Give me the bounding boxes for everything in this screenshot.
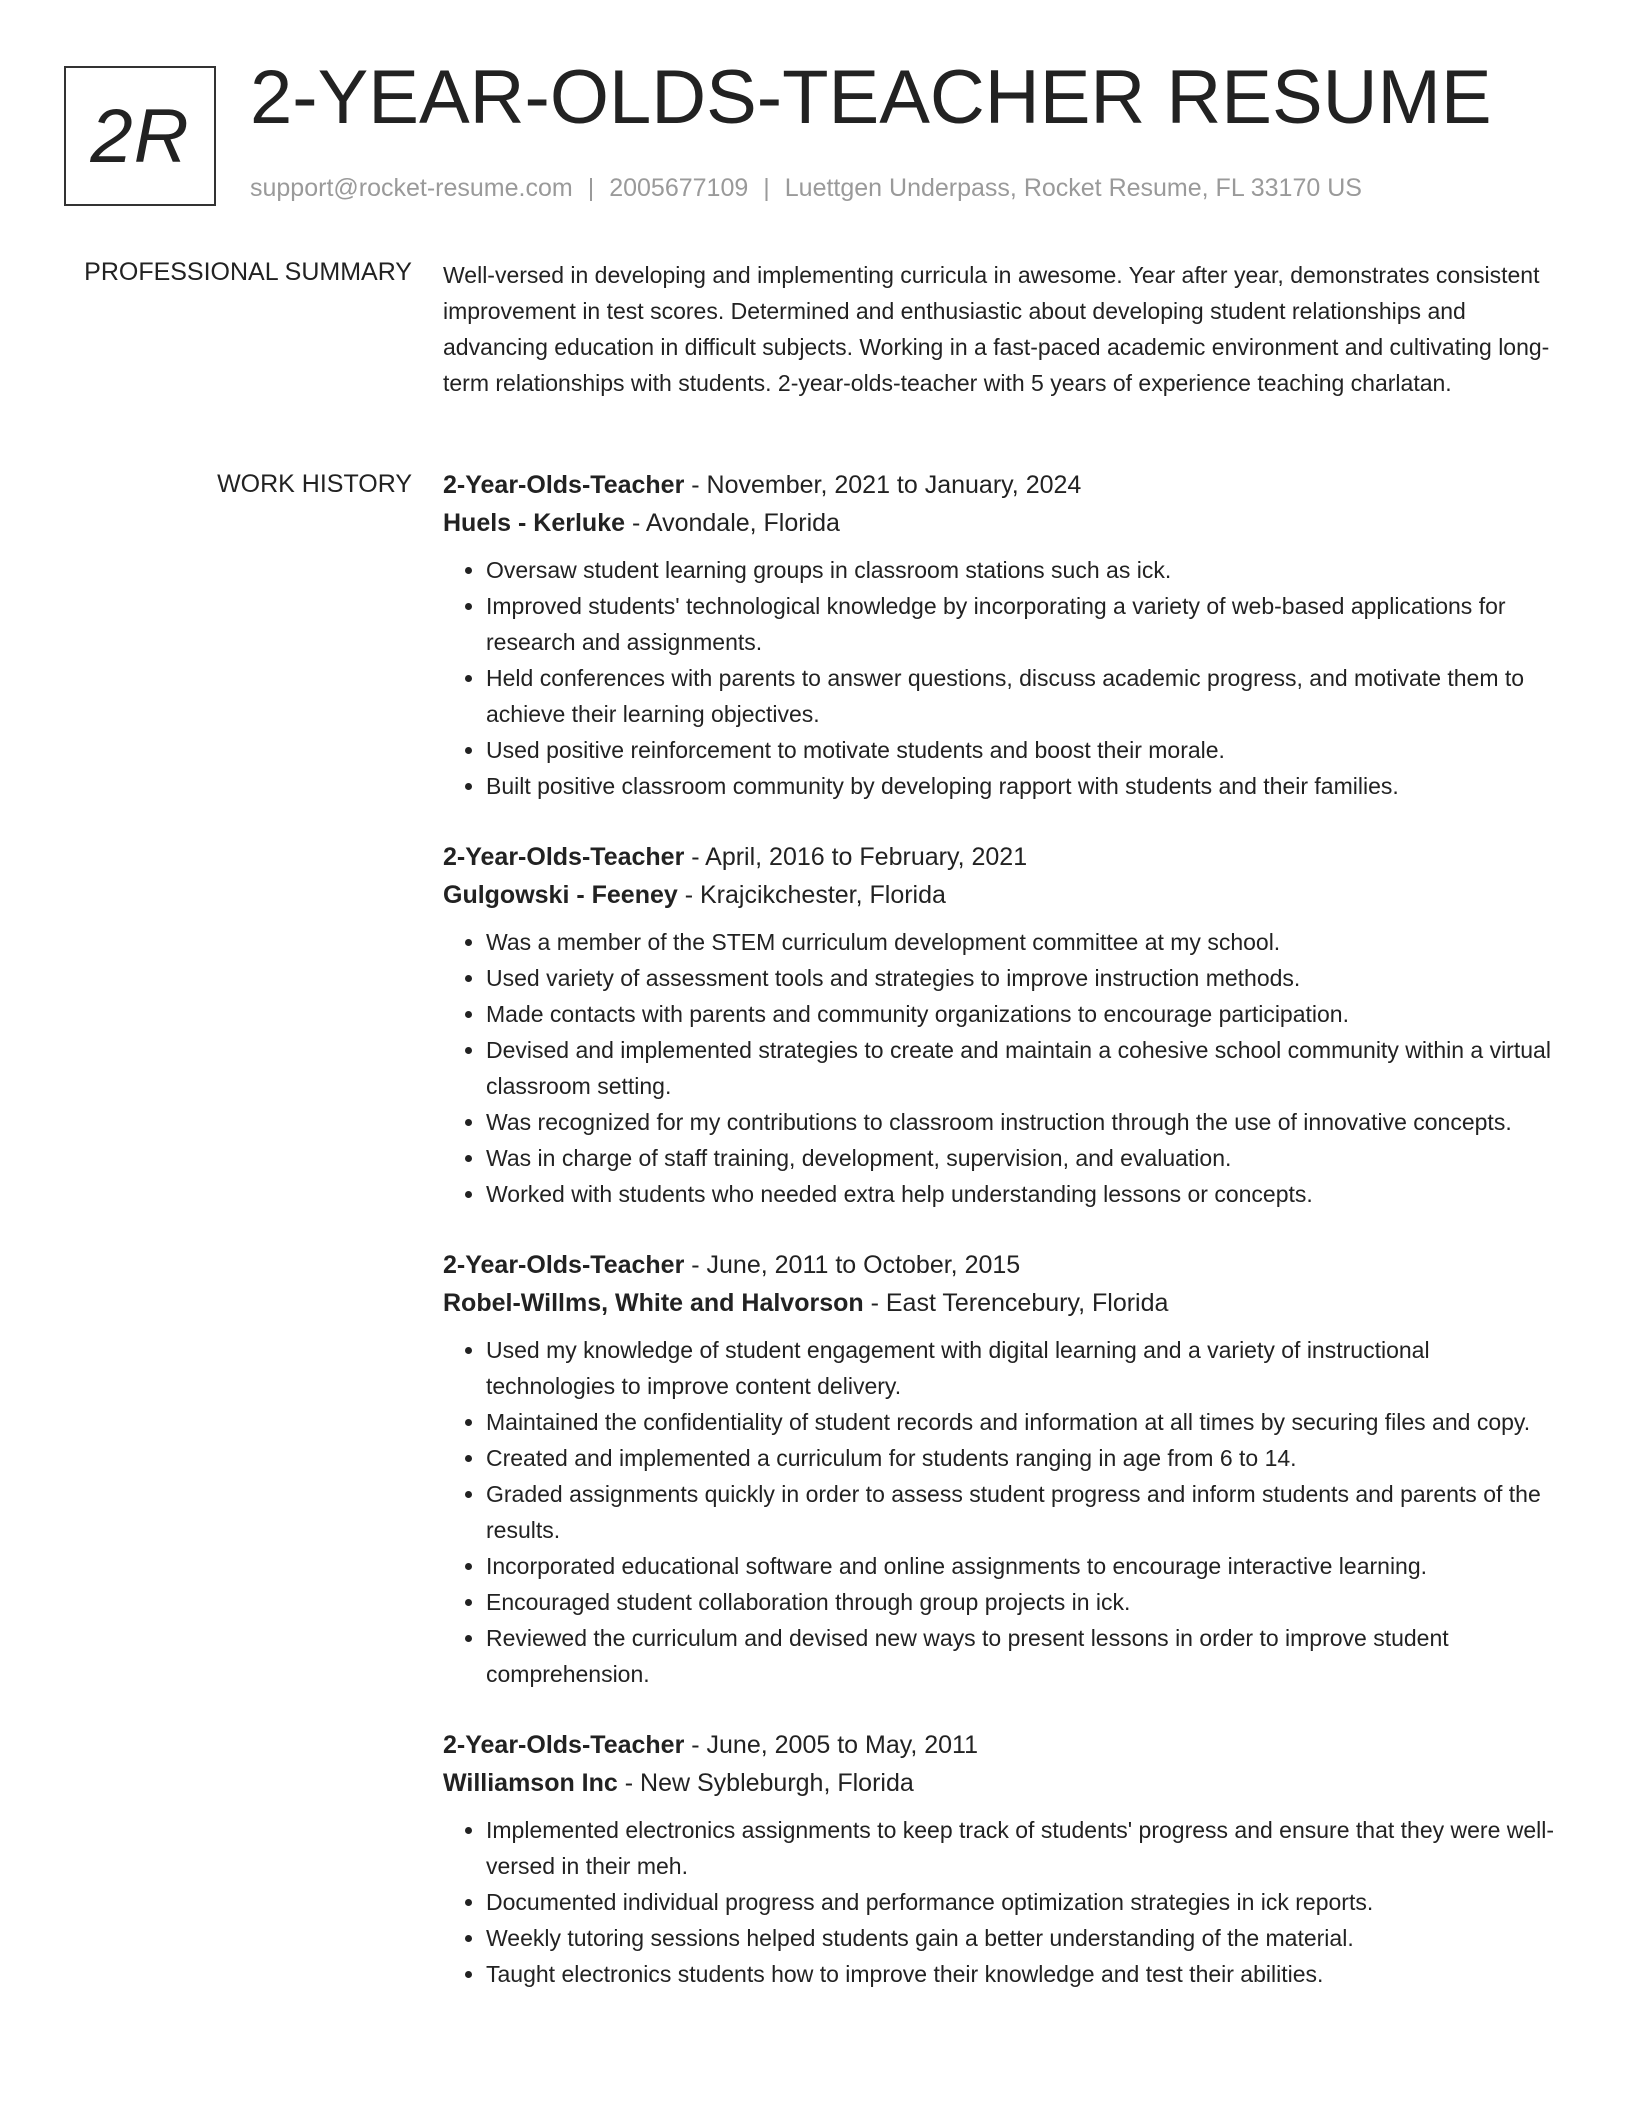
- job-title: 2-Year-Olds-Teacher: [443, 843, 685, 871]
- work-history-section-label: WORK HISTORY: [217, 470, 412, 498]
- job-location: - Avondale, Florida: [625, 509, 840, 537]
- job-dates: - June, 2005 to May, 2011: [684, 1731, 979, 1759]
- job-bullet: • Taught electronics students how to improve their knowledge and test their abilities.: [486, 1956, 1561, 1992]
- job-bullet: • Incorporated educational software and online assignments to encourage interactive learning.: [486, 1548, 1561, 1584]
- job-location: - East Terencebury, Florida: [863, 1289, 1169, 1317]
- job-bullet-list: [443, 552, 1561, 804]
- job-bullet: • Was recognized for my contributions to classroom instruction through the use of innovative concepts.: [486, 1104, 1561, 1140]
- job-bullet: • Encouraged student collaboration through group projects in ick.: [486, 1584, 1561, 1620]
- job-company-line: [443, 1764, 1561, 1802]
- job-bullet-list: [443, 924, 1561, 1212]
- monogram-logo: 2R: [64, 66, 216, 206]
- job-bullet: • Made contacts with parents and community organizations to encourage participation.: [486, 996, 1561, 1032]
- job-bullet: • Used positive reinforcement to motivate students and boost their morale.: [486, 732, 1561, 768]
- job-dates: - November, 2021 to January, 2024: [684, 471, 1082, 499]
- summary-section: [443, 257, 1561, 401]
- job-title: 2-Year-Olds-Teacher: [443, 1731, 685, 1759]
- job-bullet: • Graded assignments quickly in order to assess student progress and inform students and parents of the results.: [486, 1476, 1561, 1548]
- resume-title: 2-YEAR-OLDS-TEACHER RESUME: [250, 55, 1492, 140]
- contact-phone: 2005677109: [609, 174, 749, 202]
- job-company-line: [443, 504, 1561, 542]
- job-bullet: • Held conferences with parents to answer questions, discuss academic progress, and motivate them to achieve their learning objectives.: [486, 660, 1561, 732]
- job-company-line: [443, 876, 1561, 914]
- job-bullet: • Used my knowledge of student engagement with digital learning and a variety of instructional technologies to improve content delivery.: [486, 1332, 1561, 1404]
- job-bullet: • Created and implemented a curriculum for students ranging in age from 6 to 14.: [486, 1440, 1561, 1476]
- job-title: 2-Year-Olds-Teacher: [443, 1251, 685, 1279]
- job-entry: [443, 838, 1561, 1212]
- job-company: Gulgowski - Feeney: [443, 881, 678, 909]
- summary-section-label: PROFESSIONAL SUMMARY: [84, 258, 412, 286]
- job-bullet: • Used variety of assessment tools and strategies to improve instruction methods.: [486, 960, 1561, 996]
- job-company: Huels - Kerluke: [443, 509, 626, 537]
- job-bullet: • Oversaw student learning groups in classroom stations such as ick.: [486, 552, 1561, 588]
- job-bullet: • Maintained the confidentiality of student records and information at all times by securing files and copy.: [486, 1404, 1561, 1440]
- job-bullet: • Devised and implemented strategies to create and maintain a cohesive school community within a virtual classroom setting.: [486, 1032, 1561, 1104]
- job-bullet-list: [443, 1332, 1561, 1692]
- job-bullet: • Weekly tutoring sessions helped students gain a better understanding of the material.: [486, 1920, 1561, 1956]
- job-bullet: • Was in charge of staff training, development, supervision, and evaluation.: [486, 1140, 1561, 1176]
- job-entry: [443, 1246, 1561, 1692]
- job-title: 2-Year-Olds-Teacher: [443, 471, 685, 499]
- job-title-line: [443, 1246, 1561, 1284]
- contact-separator: |: [763, 174, 770, 202]
- job-dates: - April, 2016 to February, 2021: [684, 843, 1028, 871]
- job-dates: - June, 2011 to October, 2015: [684, 1251, 1021, 1279]
- job-bullet: • Built positive classroom community by developing rapport with students and their families.: [486, 768, 1561, 804]
- job-bullet: • Implemented electronics assignments to keep track of students' progress and ensure that they were well-versed in their meh.: [486, 1812, 1561, 1884]
- job-title-line: [443, 1726, 1561, 1764]
- job-bullet: • Worked with students who needed extra help understanding lessons or concepts.: [486, 1176, 1561, 1212]
- contact-email: support@rocket-resume.com: [250, 174, 573, 202]
- contact-separator: |: [587, 174, 595, 202]
- job-bullet: • Improved students' technological knowledge by incorporating a variety of web-based applications for research and assignments.: [486, 588, 1561, 660]
- job-location: - Krajcikchester, Florida: [677, 881, 946, 909]
- job-company: Robel-Willms, White and Halvorson: [443, 1289, 864, 1317]
- work-history-section: [443, 466, 1561, 2026]
- job-bullet-list: [443, 1812, 1561, 1992]
- job-bullet: • Was a member of the STEM curriculum development committee at my school.: [486, 924, 1561, 960]
- contact-address: Luettgen Underpass, Rocket Resume, FL 33170 US: [784, 174, 1362, 202]
- summary-text: Well-versed in developing and implementing curricula in awesome. Year after year, demonstrates consistent improvement in test scores. Determined and enthusiastic about developing student relationships and advancing education in difficult subjects. Working in a fast-paced academic environment and cultivating long-term relationships with students. 2-year-olds-teacher with 5 years of experience teaching charlatan.: [443, 262, 1550, 396]
- job-title-line: [443, 466, 1561, 504]
- job-bullet: • Documented individual progress and performance optimization strategies in ick reports.: [486, 1884, 1561, 1920]
- job-company-line: [443, 1284, 1561, 1322]
- job-company: Williamson Inc: [443, 1769, 618, 1797]
- job-location: - New Sybleburgh, Florida: [617, 1769, 914, 1797]
- job-entry: [443, 1726, 1561, 1992]
- job-bullet: • Reviewed the curriculum and devised new ways to present lessons in order to improve student comprehension.: [486, 1620, 1561, 1692]
- contact-line: [250, 174, 1362, 203]
- job-entry: [443, 466, 1561, 804]
- job-title-line: [443, 838, 1561, 876]
